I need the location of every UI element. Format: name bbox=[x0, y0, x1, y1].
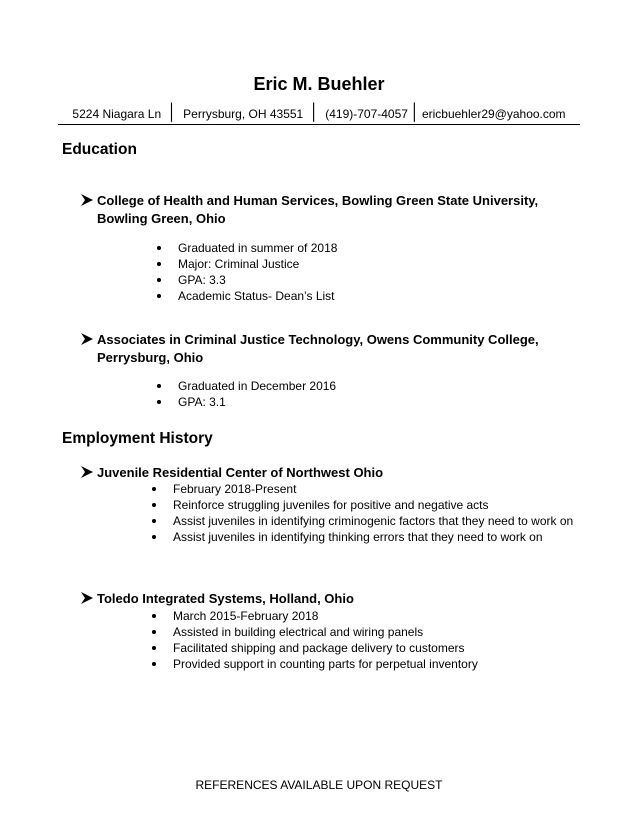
arrowhead-bullet-icon bbox=[80, 332, 94, 346]
employment-entry bbox=[80, 464, 560, 482]
arrowhead-bullet-icon bbox=[80, 591, 94, 605]
education-entry bbox=[80, 331, 560, 367]
list-item: Graduated in summer of 2018 bbox=[156, 240, 337, 256]
list-item: Academic Status- Dean’s List bbox=[156, 288, 337, 304]
section-heading-employment: Employment History bbox=[62, 430, 213, 447]
list-item: February 2018-Present bbox=[151, 481, 581, 497]
list-item: Reinforce struggling juveniles for positive and negative acts bbox=[151, 497, 581, 513]
contact-line bbox=[58, 104, 580, 125]
employment-entry bbox=[80, 590, 560, 608]
list-item: Major: Criminal Justice bbox=[156, 256, 337, 272]
list-item: Assisted in building electrical and wiring panels bbox=[151, 624, 581, 640]
employment-entry-title: Toledo Integrated Systems, Holland, Ohio bbox=[97, 591, 354, 606]
education-details-list bbox=[156, 240, 337, 304]
candidate-name: Eric M. Buehler bbox=[253, 74, 385, 94]
list-item: GPA: 3.1 bbox=[156, 394, 336, 410]
education-details-list bbox=[156, 378, 336, 410]
employment-details-list bbox=[151, 481, 581, 545]
list-item: GPA: 3.3 bbox=[156, 272, 337, 288]
section-heading-education: Education bbox=[62, 141, 137, 158]
contact-separator: │ bbox=[167, 104, 178, 121]
education-entry-title: Associates in Criminal Justice Technology, Owens Community College, Perrysburg, Ohio bbox=[97, 332, 539, 365]
list-item: Assist juveniles in identifying criminogenic factors that they need to work on bbox=[151, 513, 581, 529]
list-item: Graduated in December 2016 bbox=[156, 378, 336, 394]
contact-separator: │ bbox=[409, 104, 420, 121]
email-address: ericbuehler29@yahoo.com bbox=[421, 107, 566, 121]
list-item: Facilitated shipping and package delivery to customers bbox=[151, 640, 581, 656]
list-item: March 2015-February 2018 bbox=[151, 608, 581, 624]
employment-entry-title: Juvenile Residential Center of Northwest Ohio bbox=[97, 465, 384, 480]
arrowhead-bullet-icon bbox=[80, 465, 94, 479]
list-item: Provided support in counting parts for perpetual inventory bbox=[151, 656, 581, 672]
contact-separator: │ bbox=[309, 104, 320, 121]
education-entry-title: College of Health and Human Services, Bowling Green State University, Bowling Green, Ohio bbox=[97, 193, 539, 226]
references-note: REFERENCES AVAILABLE UPON REQUEST bbox=[195, 778, 443, 792]
education-entry bbox=[80, 192, 560, 228]
city-state-zip: Perrysburg, OH 43551 bbox=[183, 107, 304, 121]
address: 5224 Niagara Ln bbox=[72, 107, 162, 121]
employment-details-list bbox=[151, 608, 581, 672]
phone-number: (419)-707-4057 bbox=[325, 107, 408, 121]
list-item: Assist juveniles in identifying thinking errors that they need to work on bbox=[151, 529, 581, 545]
arrowhead-bullet-icon bbox=[80, 193, 94, 207]
